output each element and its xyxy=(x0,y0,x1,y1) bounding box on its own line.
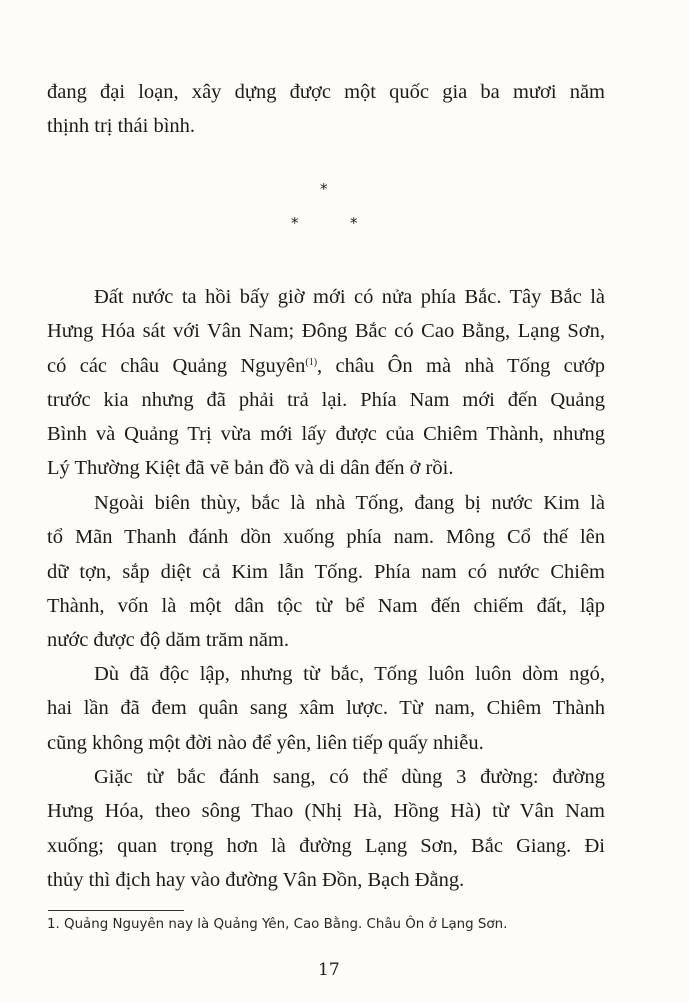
text-line: dữ tợn, sắp diệt cả Kim lẫn Tống. Phía nam có nước Chiêm xyxy=(47,560,605,583)
text-line: Lý Thường Kiệt đã vẽ bản đồ và di dân đến ở rồi. xyxy=(47,457,454,480)
text-line-with-footnote xyxy=(47,349,605,383)
paragraph xyxy=(47,486,605,657)
text-line: Đất nước ta hồi bấy giờ mới có nửa phía Bắc. Tây Bắc là xyxy=(94,286,605,308)
section-break-asterisk: * xyxy=(350,214,358,232)
opening-paragraph xyxy=(47,75,605,144)
text-line: thủy thì địch hay vào đường Vân Đồn, Bạch Đằng. xyxy=(47,868,465,891)
paragraph xyxy=(47,760,605,897)
text-line: đang đại loạn, xây dựng được một quốc gia ba mươi năm xyxy=(47,81,605,103)
text-line: xuống; quan trọng hơn là đường Lạng Sơn, Bắc Giang. Đi xyxy=(47,834,605,857)
footnote-divider xyxy=(48,910,184,911)
text-line: thịnh trị thái bình. xyxy=(47,115,196,138)
text-line: Hưng Hóa, theo sông Thao (Nhị Hà, Hồng Hà) từ Vân Nam xyxy=(47,800,605,823)
section-break-asterisk: * xyxy=(320,180,328,198)
text-line: nước được độ dăm trăm năm. xyxy=(47,629,290,652)
text-line: Ngoài biên thùy, bắc là nhà Tống, đang bị nước Kim là xyxy=(94,492,605,514)
footnote: 1. Quảng Nguyên nay là Quảng Yên, Cao Bằng. Châu Ôn ở Lạng Sơn. xyxy=(47,917,508,932)
text-line: trước kia nhưng đã phải trả lại. Phía Nam mới đến Quảng xyxy=(47,388,605,411)
paragraph xyxy=(47,657,605,760)
text-segment: , châu Ôn mà nhà Tống cướp xyxy=(317,354,605,377)
section-break-asterisk: * xyxy=(291,214,299,232)
page-number: 17 xyxy=(318,960,340,980)
text-line: hai lần đã đem quân sang xâm lược. Từ nam, Chiêm Thành xyxy=(47,697,605,720)
paragraph xyxy=(47,280,605,486)
text-segment: có các châu Quảng Nguyên xyxy=(47,354,306,377)
text-line: Thành, vốn là một dân tộc từ bể Nam đến chiếm đất, lập xyxy=(47,594,605,617)
footnote-reference[interactable]: (1) xyxy=(305,356,318,368)
text-line: cũng không một đời nào để yên, liên tiếp quấy nhiễu. xyxy=(47,731,484,754)
text-line: Bình và Quảng Trị vừa mới lấy được của Chiêm Thành, nhưng xyxy=(47,423,605,446)
text-line: tổ Mãn Thanh đánh dồn xuống phía nam. Mông Cổ thế lên xyxy=(47,526,605,549)
text-line: Dù đã độc lập, nhưng từ bắc, Tống luôn luôn dòm ngó, xyxy=(94,663,605,685)
text-line: Hưng Hóa sát với Vân Nam; Đông Bắc có Cao Bằng, Lạng Sơn, xyxy=(47,320,605,343)
text-line: Giặc từ bắc đánh sang, có thể dùng 3 đường: đường xyxy=(94,766,605,788)
